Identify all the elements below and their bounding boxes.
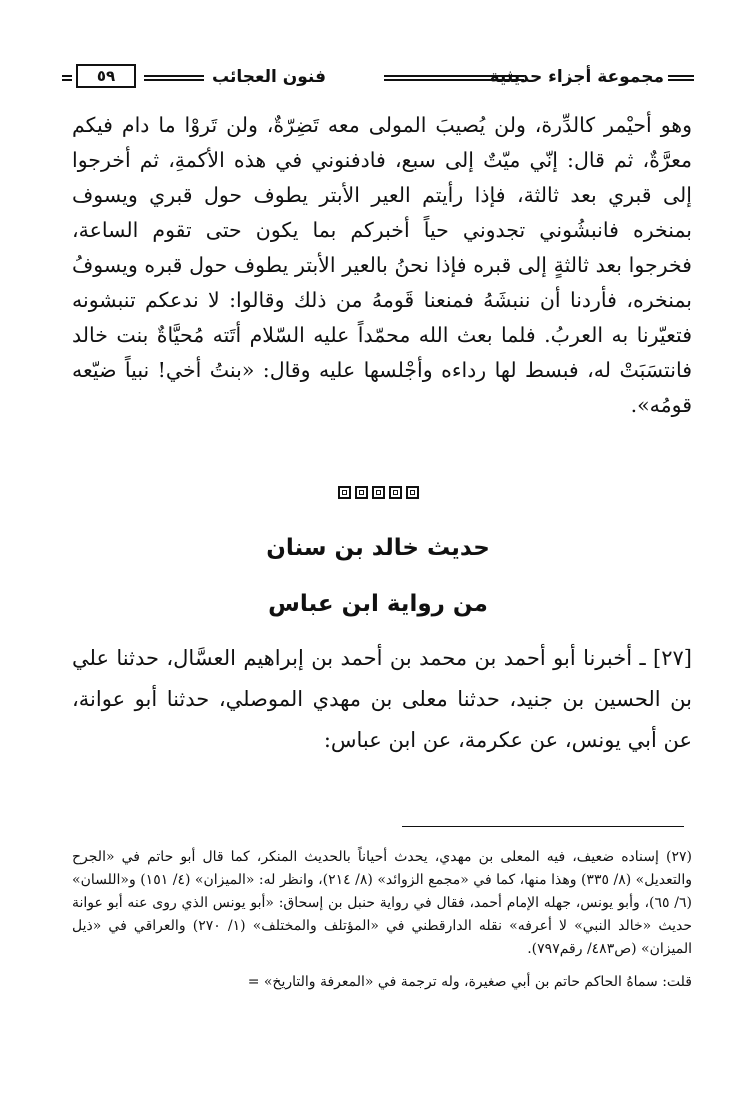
square-ornament-icon (338, 486, 351, 499)
square-ornament-icon (389, 486, 402, 499)
part-title: فنون العجائب (212, 67, 326, 87)
header-rule (144, 75, 204, 81)
main-paragraph (72, 108, 692, 423)
footnote-2: قلت: سماهُ الحاكم حاتم بن أبي صغيرة، وله ترجمة في «المعرفة والتاريخ» = (247, 974, 692, 990)
section-subtitle: من رواية ابن عباس (268, 591, 488, 617)
paragraph-text: وهو أحيْمر كالدِّرة، ولن يُصيبَ المولى معه تَضِرّةٌ، ولن تَروْا ما دام فيكم معرَّةٌ، ثم قال: إنّي ميّتٌ إلى سبع، فادفنوني في هذه الأكمةِ، ثم أخرجوا إلى قبري بعد ثالثة، فإذا رأيتم العير الأبتر يطوف حول قبري ويسوف بمنخره فانبشُوني تجدوني حياً أخبركم بما يكون حتى تقوم الساعة، فخرجوا بعد ثالثةٍ إلى قبره فإذا نحنُ بالعير الأبتر يطوف حول قبره ويسوفُ بمنخره، فأردنا أن ننبشَهُ فمنعنا قَومهُ من ذلك وقالوا: لا ندعكم تنبشونه فتعيّرنا به العربُ. فلما بعث الله محمّداً عليه السّلام أتَته مُحيَّاةٌ بنت خالد فانتسَبَتْ له، فبسط لها رداءه وأجْلسها عليه وقال: «بنتُ أخي! نبياً ضيّعه قومُه». (72, 113, 692, 417)
square-ornament-icon (406, 486, 419, 499)
footnotes (72, 846, 692, 994)
footnote-separator (402, 826, 684, 827)
page-number: ٥٩ (76, 64, 136, 88)
footnote-1: (٢٧) إسناده ضعيف، فيه المعلى بن مهدي، يحدث أحياناً بالحديث المنكر، كما قال أبو حاتم في «الجرح والتعديل» (٨/ ٣٣٥) وهذا منها، كما في «مجمع الزوائد» (٨/ ٢١٤)، وانظر له: «الميزان» (٤/ ١٥١) و«اللسان» (٦/ ٦٥)، وأبو يونس، جهله الإمام أحمد، فقال في رواية حنبل بن إسحاق: «أبو يونس الذي روى عنه أبو عوانة حديث «خالد النبي» لا أعرفه» نقله الدارقطني في «المؤتلف والمختلف» (١/ ٢٧٠) والعراقي في «ذيل الميزان» (ص٤٨٣/ رقم٧٩٧). (72, 849, 692, 957)
page-header (62, 62, 694, 96)
hadith-text: [٢٧] ـ أخبرنا أبو أحمد بن محمد بن أحمد بن إبراهيم العسَّال، حدثنا علي بن الحسين بن جنيد، حدثنا معلى بن مهدي الموصلي، حدثنا أبو عوانة، عن أبي يونس، عن عكرمة، عن ابن عباس: (72, 646, 692, 752)
section-divider-ornament (0, 484, 756, 503)
book-title: مجموعة أجزاء حديثية (489, 67, 664, 87)
header-rule (384, 75, 524, 81)
hadith-paragraph (72, 638, 692, 761)
section-title: حديث خالد بن سنان (266, 535, 490, 561)
square-ornament-icon (372, 486, 385, 499)
header-rule (668, 75, 694, 81)
header-rule (62, 75, 72, 81)
square-ornament-icon (355, 486, 368, 499)
